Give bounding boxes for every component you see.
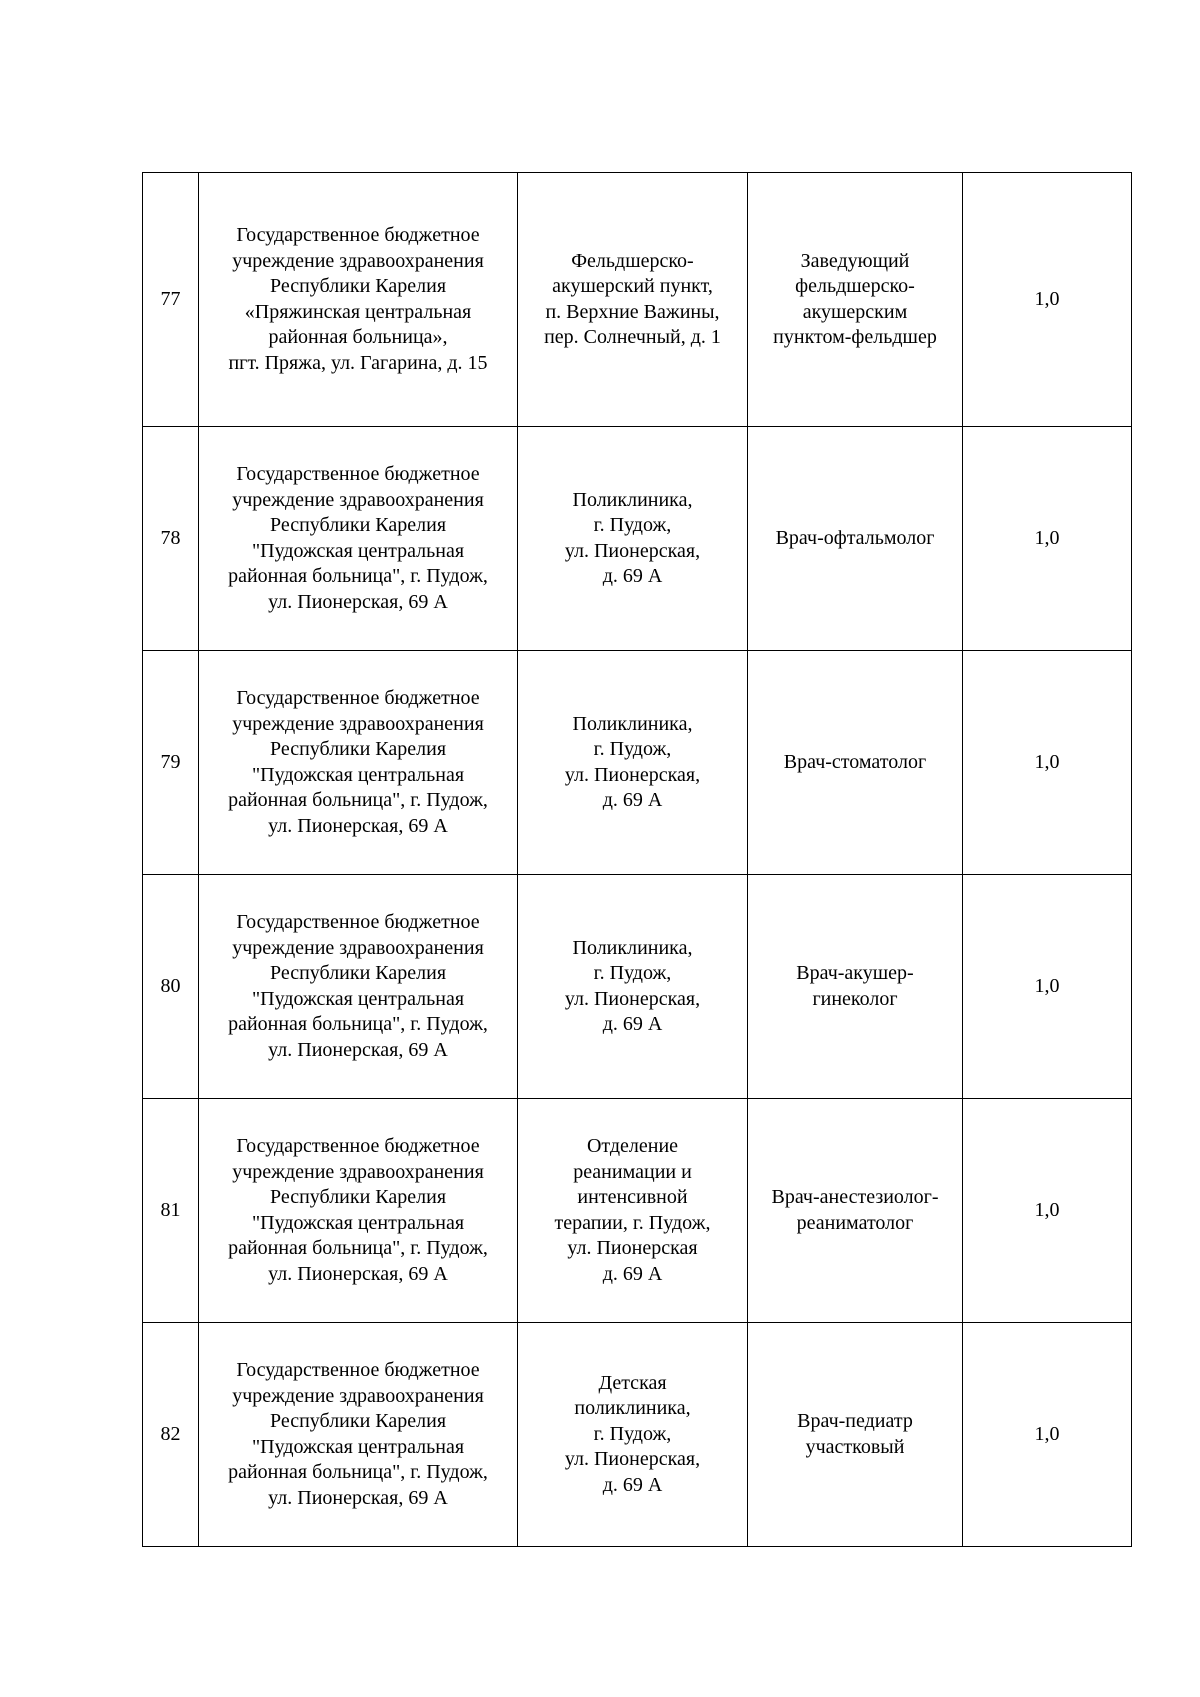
rate-cell	[963, 1099, 1132, 1323]
table-row	[143, 1099, 1132, 1323]
position-title: Врач-акушер- гинеколог	[796, 962, 914, 1010]
row-number: 77	[160, 287, 181, 310]
vacancies-table	[142, 172, 1132, 1547]
organization-name: Государственное бюджетное учреждение здравоохранения Республики Карелия "Пудожская центральная районная больница", г. Пудож, ул. Пионерская, 69 А	[228, 911, 488, 1061]
position-cell	[748, 427, 963, 651]
position-title: Врач-педиатр участковый	[797, 1410, 913, 1458]
position-title: Врач-стоматолог	[783, 750, 927, 773]
organization-name: Государственное бюджетное учреждение здравоохранения Республики Карелия "Пудожская центральная районная больница", г. Пудож, ул. Пионерская, 69 А	[228, 1359, 488, 1509]
row-number: 80	[160, 974, 181, 997]
organization-name: Государственное бюджетное учреждение здравоохранения Республики Карелия "Пудожская центральная районная больница", г. Пудож, ул. Пионерская, 69 А	[228, 1135, 488, 1285]
unit-cell	[518, 1323, 748, 1547]
row-number: 78	[160, 526, 181, 549]
row-number: 81	[160, 1198, 181, 1221]
rate-cell	[963, 427, 1132, 651]
unit-cell	[518, 875, 748, 1099]
unit-address: Поликлиника, г. Пудож, ул. Пионерская, д. 69 А	[564, 488, 701, 587]
unit-address: Отделение реанимации и интенсивной терапии, г. Пудож, ул. Пионерская д. 69 А	[554, 1135, 711, 1285]
position-title: Заведующий фельдшерско- акушерским пунктом-фельдшер	[773, 249, 937, 348]
organization-name: Государственное бюджетное учреждение здравоохранения Республики Карелия "Пудожская центральная районная больница", г. Пудож, ул. Пионерская, 69 А	[228, 463, 488, 613]
organization-cell	[199, 875, 518, 1099]
rate-cell	[963, 651, 1132, 875]
row-number-cell	[143, 1099, 199, 1323]
rate-cell	[963, 875, 1132, 1099]
row-number-cell	[143, 651, 199, 875]
rate-value: 1,0	[1034, 287, 1060, 310]
table-row	[143, 651, 1132, 875]
rate-value: 1,0	[1034, 526, 1060, 549]
organization-name: Государственное бюджетное учреждение здравоохранения Республики Карелия "Пудожская центральная районная больница", г. Пудож, ул. Пионерская, 69 А	[228, 687, 488, 837]
table-row	[143, 427, 1132, 651]
unit-address: Детская поликлиника, г. Пудож, ул. Пионерская, д. 69 А	[564, 1371, 701, 1496]
rate-value: 1,0	[1034, 1198, 1060, 1221]
unit-address: Поликлиника, г. Пудож, ул. Пионерская, д. 69 А	[564, 936, 701, 1035]
unit-cell	[518, 1099, 748, 1323]
row-number: 82	[160, 1422, 181, 1445]
position-cell	[748, 875, 963, 1099]
rate-value: 1,0	[1034, 974, 1060, 997]
organization-cell	[199, 651, 518, 875]
rate-cell	[963, 173, 1132, 427]
rate-cell	[963, 1323, 1132, 1547]
unit-cell	[518, 651, 748, 875]
rate-value: 1,0	[1034, 1422, 1060, 1445]
organization-cell	[199, 1099, 518, 1323]
table-row	[143, 875, 1132, 1099]
rate-value: 1,0	[1034, 750, 1060, 773]
table-row	[143, 173, 1132, 427]
position-cell	[748, 1099, 963, 1323]
position-cell	[748, 651, 963, 875]
table-row	[143, 1323, 1132, 1547]
unit-address: Поликлиника, г. Пудож, ул. Пионерская, д. 69 А	[564, 712, 701, 811]
organization-cell	[199, 173, 518, 427]
position-title: Врач-офтальмолог	[775, 526, 935, 549]
position-cell	[748, 1323, 963, 1547]
position-title: Врач-анестезиолог- реаниматолог	[771, 1186, 939, 1234]
organization-cell	[199, 427, 518, 651]
organization-cell	[199, 1323, 518, 1547]
organization-name: Государственное бюджетное учреждение здравоохранения Республики Карелия «Пряжинская центральная районная больница», пгт. Пряжа, ул. Гагарина, д. 15	[228, 224, 488, 374]
unit-cell	[518, 173, 748, 427]
row-number-cell	[143, 173, 199, 427]
row-number-cell	[143, 1323, 199, 1547]
row-number: 79	[160, 750, 181, 773]
unit-cell	[518, 427, 748, 651]
unit-address: Фельдшерско- акушерский пункт, п. Верхние Важины, пер. Солнечный, д. 1	[544, 249, 721, 348]
row-number-cell	[143, 427, 199, 651]
row-number-cell	[143, 875, 199, 1099]
position-cell	[748, 173, 963, 427]
